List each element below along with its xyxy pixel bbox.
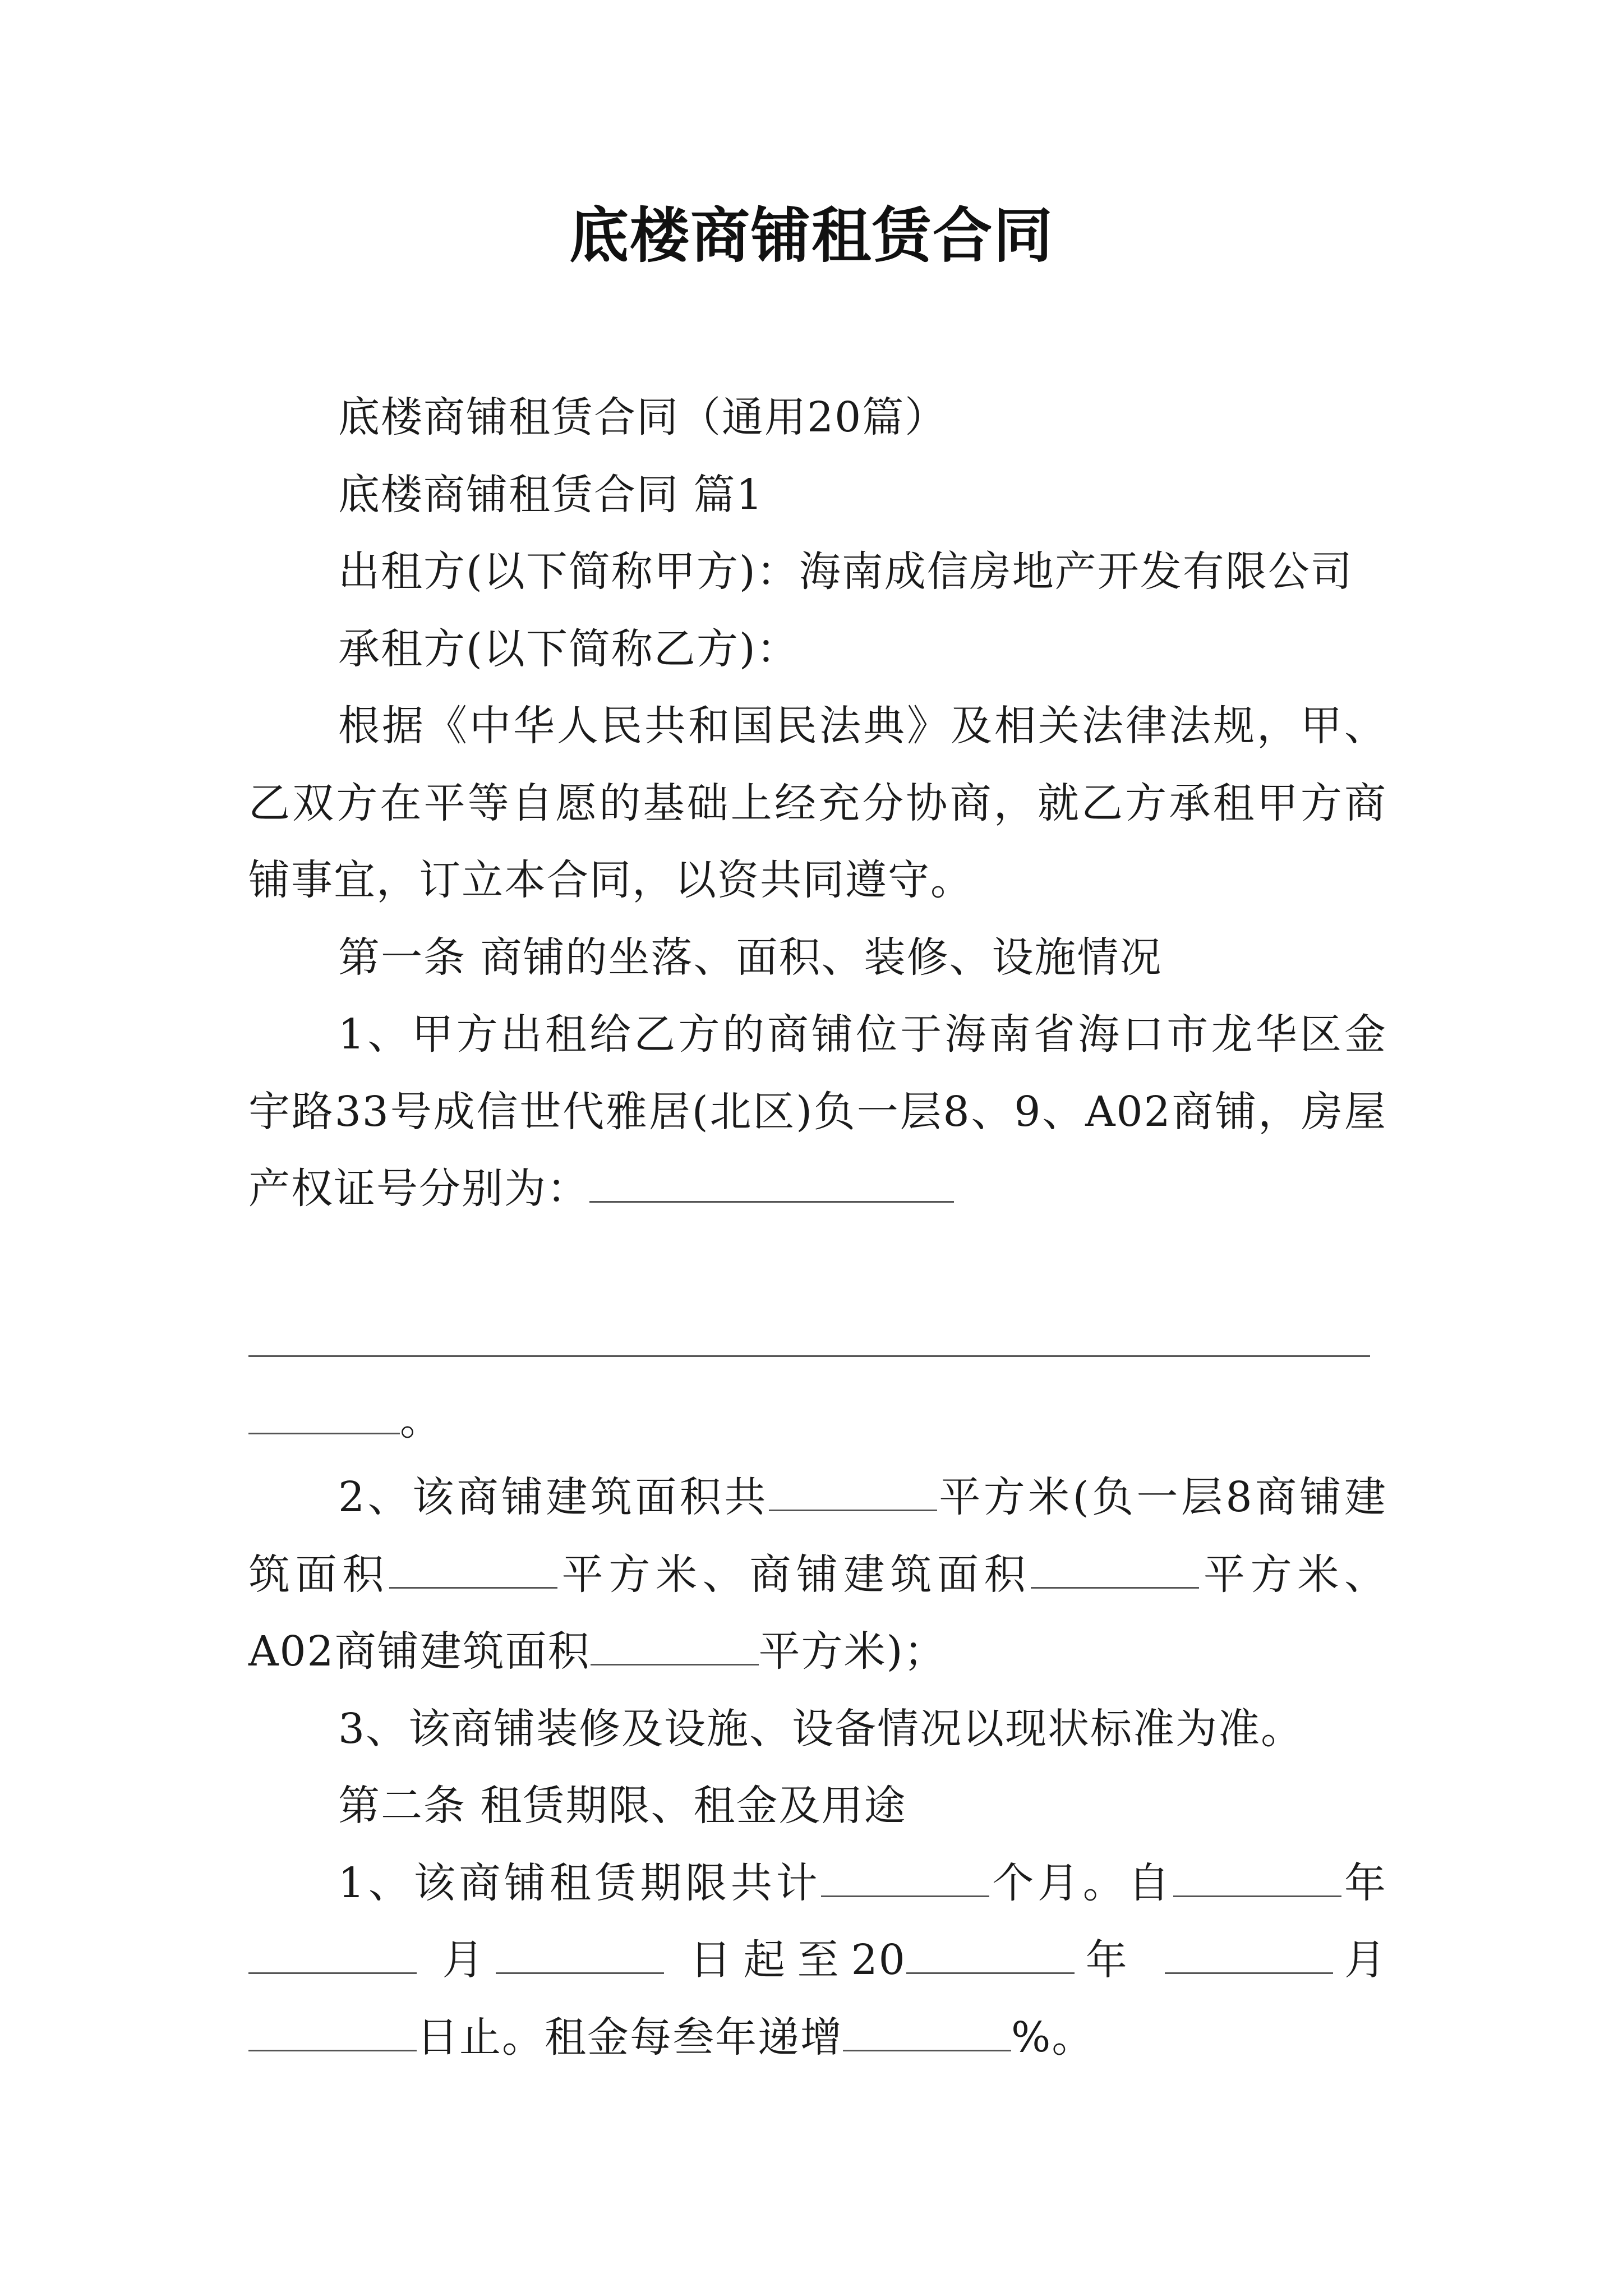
document-body bbox=[248, 379, 1387, 2076]
blank-area-a02 bbox=[591, 1623, 759, 1665]
blank-area-8 bbox=[389, 1547, 557, 1589]
blank-end-year bbox=[906, 1932, 1075, 1974]
lessor-line: 出租方(以下简称甲方)：海南成信房地产开发有限公司 bbox=[338, 547, 1353, 596]
clause-2-1-text-7: 月 bbox=[1333, 1936, 1387, 1984]
document-title: 底楼商铺租赁合同 bbox=[569, 200, 1054, 270]
blank-end-month bbox=[1165, 1932, 1333, 1974]
blank-lease-months bbox=[821, 1855, 989, 1897]
clause-2-1-text-1: 1、该商铺租赁期限共计 bbox=[338, 1858, 822, 1907]
blank-start-month bbox=[248, 1932, 417, 1974]
clause-2-1-text-3: 年 bbox=[1341, 1858, 1387, 1907]
blank-total-area bbox=[769, 1469, 937, 1511]
clause-2-1-text-2: 个月。自 bbox=[989, 1858, 1174, 1907]
clause-1-2-text-2: 平方米(负一层8商铺建筑面积 bbox=[248, 1473, 1387, 1599]
clause-1-1-text: 1、甲方出租给乙方的商铺位于海南省海口市龙华区金宇路33号成信世代雅居(北区)负一层8、9、A02商铺，房屋产权证号分别为： bbox=[248, 1010, 1387, 1213]
clause-2-1 bbox=[248, 1845, 1387, 2077]
clause-1-3: 3、该商铺装修及设施、设备情况以现状标准为准。 bbox=[338, 1704, 1304, 1753]
blank-certificate-tail bbox=[248, 1392, 400, 1434]
lessee-line: 承租方(以下简称乙方)： bbox=[338, 624, 799, 673]
clause-2-1-text-6: 年 bbox=[1074, 1936, 1165, 1984]
blank-certificate-number bbox=[589, 1161, 954, 1203]
preamble-paragraph: 根据《中华人民共和国民法典》及相关法律法规，甲、乙双方在平等自愿的基础上经充分协商，就乙方承租甲方商铺事宜，订立本合同，以资共同遵守。 bbox=[248, 702, 1387, 904]
clause-2-1-text-9: %。 bbox=[1011, 2013, 1095, 2062]
clause-1-2-text-1: 2、该商铺建筑面积共 bbox=[338, 1473, 769, 1521]
clause-1-1 bbox=[248, 996, 1387, 1228]
clause-1-2-text-3: 平方米、商铺建筑面积 bbox=[557, 1550, 1031, 1599]
clause-1-2 bbox=[248, 1459, 1387, 1691]
clause-2-1-text-4: 月 bbox=[417, 1936, 496, 1984]
clause-2-1-text-5: 日起至20 bbox=[664, 1936, 906, 1984]
clause-1-1-period: 。 bbox=[400, 1396, 442, 1444]
part-heading: 底楼商铺租赁合同 篇1 bbox=[338, 470, 764, 519]
blank-end-day bbox=[248, 2009, 417, 2051]
clause-1-1-end bbox=[248, 1382, 1387, 1460]
spacer bbox=[248, 1228, 1387, 1305]
blank-start-day bbox=[496, 1932, 664, 1974]
blank-rent-increase bbox=[843, 2009, 1011, 2051]
article-2-heading: 第二条 租赁期限、租金及用途 bbox=[338, 1782, 907, 1830]
blank-area-9 bbox=[1031, 1547, 1199, 1589]
article-1-heading: 第一条 商铺的坐落、面积、装修、设施情况 bbox=[338, 933, 1163, 982]
clause-2-1-text-8: 日止。租金每叁年递增 bbox=[417, 2013, 843, 2062]
clause-1-2-text-5: 平方米)； bbox=[758, 1627, 947, 1676]
subtitle: 底楼商铺租赁合同（通用20篇） bbox=[338, 393, 948, 441]
blank-start-year bbox=[1173, 1855, 1341, 1897]
blank-certificate-line bbox=[248, 1315, 1370, 1357]
clause-1-2-text-4: 平方米、A02商铺建筑面积 bbox=[248, 1550, 1387, 1676]
clause-1-1-continued bbox=[248, 1305, 1387, 1382]
